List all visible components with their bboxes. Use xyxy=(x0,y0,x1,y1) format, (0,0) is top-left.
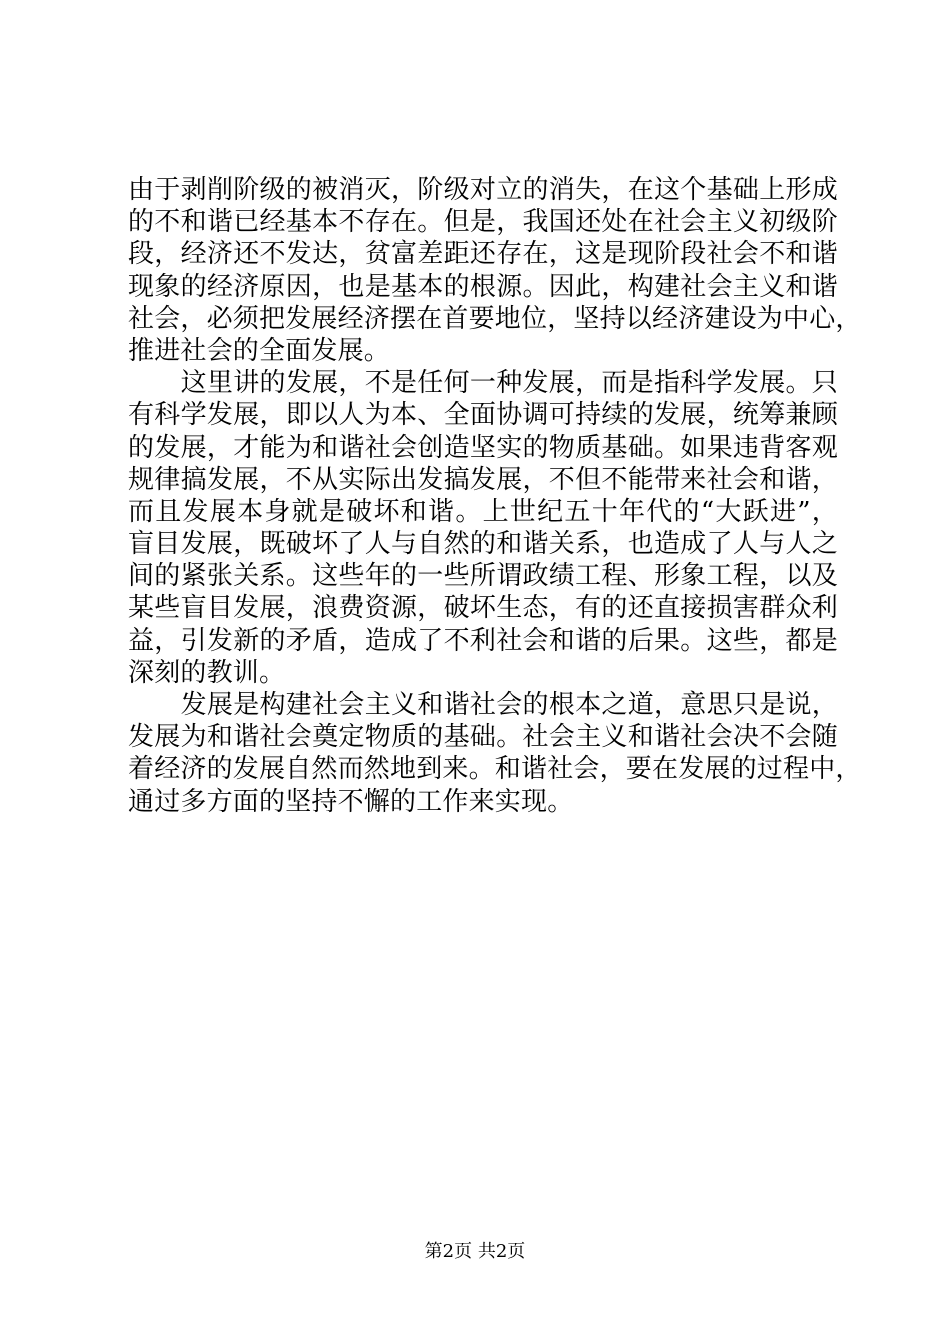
body-text xyxy=(128,174,862,818)
text-line: 发展是构建社会主义和谐社会的根本之道，意思只是说， xyxy=(128,690,838,720)
text-line: 规律搞发展，不从实际出发搞发展，不但不能带来社会和谐， xyxy=(128,464,838,495)
text-line: 由于剥削阶级的被消灭，阶级对立的消失，在这个基础上形成 xyxy=(128,175,838,205)
text-line: 发展为和谐社会奠定物质的基础。社会主义和谐社会决不会随 xyxy=(128,722,838,753)
text-line: 有科学发展，即以人为本、全面协调可持续的发展，统筹兼顾 xyxy=(128,400,838,431)
text-line: 益，引发新的矛盾，造成了不利社会和谐的后果。这些，都是 xyxy=(128,625,838,656)
text-line: 间的紧张关系。这些年的一些所谓政绩工程、形象工程，以及 xyxy=(128,561,838,592)
text-line: 社会，必须把发展经济摆在首要地位，坚持以经济建设为中心， xyxy=(128,303,862,334)
text-line: 现象的经济原因，也是基本的根源。因此，构建社会主义和谐 xyxy=(128,271,838,302)
text-line: 深刻的教训。 xyxy=(128,657,286,688)
page-number: 第2页 共2页 xyxy=(424,1241,526,1262)
text-line: 某些盲目发展，浪费资源，破坏生态，有的还直接损害群众利 xyxy=(128,593,838,624)
text-line: 的不和谐已经基本不存在。但是，我国还处在社会主义初级阶 xyxy=(128,207,838,238)
text-line: 通过多方面的坚持不懈的工作来实现。 xyxy=(128,786,574,817)
text-line: 段，经济还不发达，贫富差距还存在，这是现阶段社会不和谐 xyxy=(128,239,838,270)
text-line: 而且发展本身就是破坏和谐。上世纪五十年代的“大跃进”， xyxy=(128,496,838,527)
text-line: 推进社会的全面发展。 xyxy=(128,335,391,366)
text-line: 着经济的发展自然而然地到来。和谐社会，要在发展的过程中， xyxy=(128,754,862,785)
page-footer xyxy=(0,1240,950,1264)
text-line: 盲目发展，既破坏了人与自然的和谐关系，也造成了人与人之 xyxy=(128,529,838,560)
text-line: 的发展，才能为和谐社会创造坚实的物质基础。如果违背客观 xyxy=(128,432,838,463)
text-line: 这里讲的发展，不是任何一种发展，而是指科学发展。只 xyxy=(128,368,838,399)
